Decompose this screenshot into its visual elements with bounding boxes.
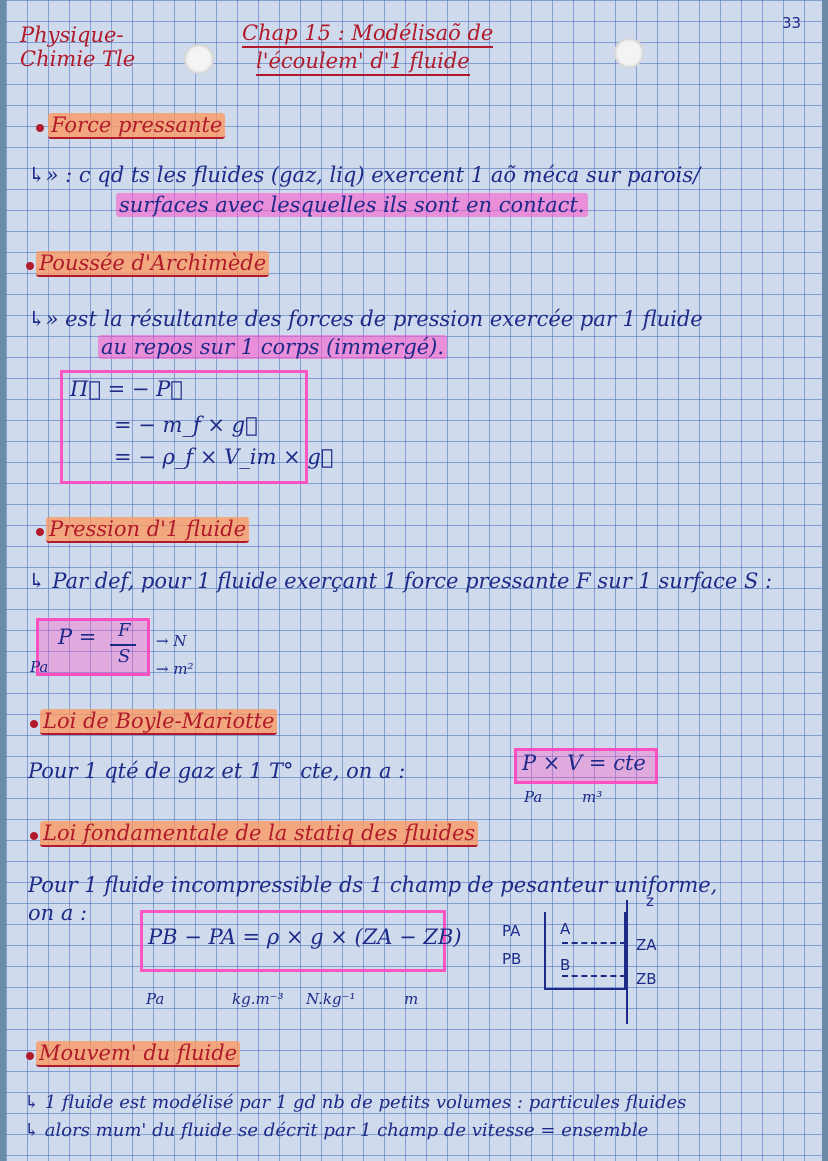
statique-unit-g: N.kg⁻¹ (306, 990, 356, 1008)
diagram-point-a: A (560, 920, 571, 938)
chapter-title-line-1: Chap 15 : Modélisaõ de (242, 20, 493, 48)
pression-unit-p: Pa (30, 658, 49, 676)
page-number: 33 (782, 14, 802, 32)
binder-hole-left (184, 44, 214, 74)
force-pressante-line-1: ↳» : c qd ts les fluides (gaz, liq) exercent 1 aõ méca sur parois/ (28, 163, 701, 187)
section-bullet (26, 1052, 34, 1060)
binder-hole-right (614, 38, 644, 68)
force-pressante-line-2: surfaces avec lesquelles ils sont en contact. (116, 192, 588, 218)
boyle-unit-v: m³ (582, 788, 603, 806)
subject-line-1: Physique- (20, 23, 124, 47)
archimede-formula-2: = − m_f × g⃗ (114, 413, 258, 437)
z-axis (626, 900, 628, 1024)
statique-line-1: Pour 1 fluide incompressible ds 1 champ de pesanteur uniforme, (28, 873, 718, 897)
pression-unit-f: → N (156, 632, 187, 650)
archimede-formula-3: = − ρ_f × V_im × g⃗ (114, 445, 334, 469)
pression-line-1: ↳ Par def, pour 1 fluide exerçant 1 force pressante F sur 1 surface S : (28, 569, 773, 593)
section-bullet (30, 720, 38, 728)
diagram-axis-label: z (646, 892, 654, 910)
mouvement-line-2: ↳ alors mum' du fluide se décrit par 1 champ de vitesse = ensemble (24, 1120, 649, 1141)
notebook-page (6, 0, 822, 1161)
section-bullet (36, 124, 44, 132)
diagram-point-b: B (560, 956, 571, 974)
fluid-container (544, 912, 626, 990)
mouvement-line-1: ↳ 1 fluide est modélisé par 1 gd nb de petits volumes : particules fluides (24, 1092, 687, 1113)
section-title-archimede: Poussée d'Archimède (36, 250, 269, 276)
diagram-label-zb: ZB (636, 970, 657, 988)
section-bullet (30, 832, 38, 840)
pression-formula-numerator: F (118, 620, 131, 641)
diagram-label-za: ZA (636, 936, 657, 954)
statique-unit-rho: kg.m⁻³ (232, 990, 284, 1008)
section-title-mouvement: Mouvem' du fluide (36, 1040, 240, 1066)
archimede-line-2: au repos sur 1 corps (immergé). (98, 334, 447, 360)
archimede-line-1: ↳» est la résultante des forces de pression exercée par 1 fluide (28, 307, 703, 331)
archimede-formula-1: Π⃗ = − P⃗ (70, 377, 183, 401)
section-bullet (26, 262, 34, 270)
subject-line-2: Chimie Tle (20, 47, 136, 71)
section-title-pression: Pression d'1 fluide (46, 516, 249, 542)
diagram-label-pb: PB (502, 950, 522, 968)
boyle-unit-p: Pa (524, 788, 543, 806)
diagram-label-pa: PA (502, 922, 521, 940)
boyle-line-1: Pour 1 qté de gaz et 1 T° cte, on a : (28, 759, 406, 783)
pression-formula-lhs: P = (58, 625, 97, 649)
section-bullet (36, 528, 44, 536)
level-line-b (562, 975, 626, 977)
section-title-boyle-mariotte: Loi de Boyle-Mariotte (40, 708, 277, 734)
statique-unit-z: m (404, 990, 419, 1008)
section-title-force-pressante: Force pressante (48, 112, 225, 138)
boyle-formula: P × V = cte (522, 751, 646, 775)
statique-unit-pa: Pa (146, 990, 165, 1008)
pression-formula-denominator: S (118, 646, 131, 667)
section-title-statique: Loi fondamentale de la statiq des fluides (40, 820, 478, 846)
statique-formula: PB − PA = ρ × g × (ZA − ZB) (148, 925, 462, 949)
chapter-title-line-2: l'écoulem' d'1 fluide (256, 48, 470, 76)
level-line-a (562, 942, 626, 944)
statique-line-2: on a : (28, 901, 88, 925)
pression-unit-s: → m² (156, 660, 194, 678)
